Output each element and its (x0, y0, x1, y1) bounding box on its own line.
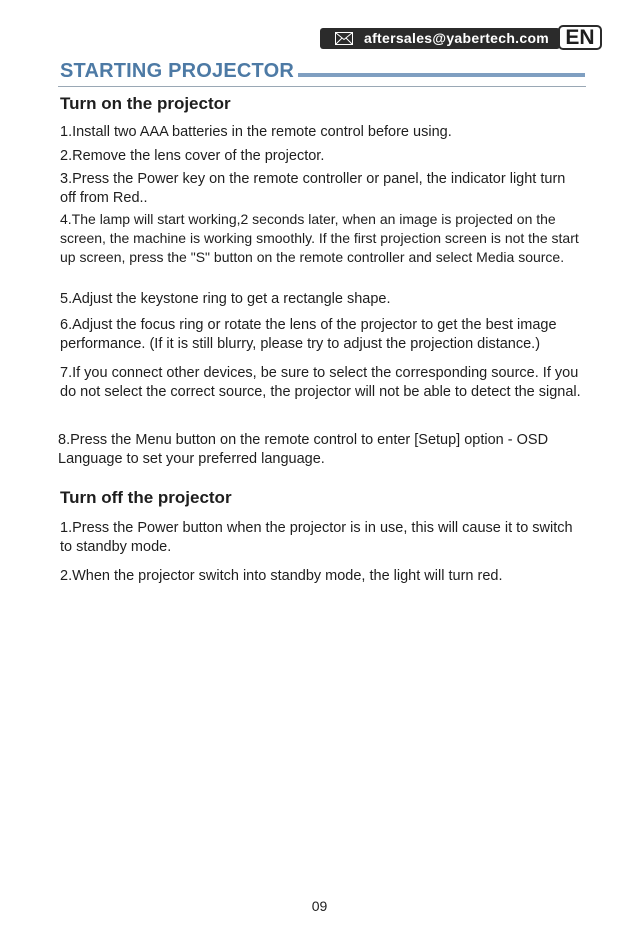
turn-on-step: 4.The lamp will start working,2 seconds later, when an image is projected on the screen, the machine is working smoothly. If the first projection screen is not the start up screen, press the "S" button on the remote controller and select Media source. (60, 211, 579, 265)
turn-on-heading: Turn on the projector (60, 94, 231, 113)
support-email: aftersales@yabertech.com (364, 30, 550, 46)
turn-on-step: 6.Adjust the focus ring or rotate the lens of the projector to get the best image performance. (If it is still blurry, please try to adjust the projection distance.) (60, 317, 557, 352)
title-rule (298, 73, 585, 77)
mail-icon (335, 32, 353, 45)
turn-on-step: 2.Remove the lens cover of the projector. (60, 148, 325, 164)
turn-on-step: 3.Press the Power key on the remote controller or panel, the indicator light turn off from Red.. (60, 171, 566, 206)
turn-on-step: 1.Install two AAA batteries in the remote control before using. (60, 124, 452, 140)
turn-on-step: 7.If you connect other devices, be sure to select the corresponding source. If you do not select the correct source, the projector will not be able to detect the signal. (60, 365, 581, 400)
turn-off-heading: Turn off the projector (60, 488, 232, 507)
section-title: STARTING PROJECTOR (60, 60, 294, 82)
turn-off-step: 2.When the projector switch into standby mode, the light will turn red. (60, 568, 503, 584)
turn-off-step: 1.Press the Power button when the projector is in use, this will cause it to switch to standby mode. (60, 520, 573, 555)
page-number: 09 (311, 898, 328, 914)
language-badge: EN (558, 25, 602, 50)
turn-on-step: 5.Adjust the keystone ring to get a rectangle shape. (60, 291, 391, 307)
turn-on-step: 8.Press the Menu button on the remote control to enter [Setup] option - OSD Language to set your preferred language. (58, 432, 549, 467)
contact-header-bar (320, 28, 560, 49)
title-underline (58, 86, 586, 87)
